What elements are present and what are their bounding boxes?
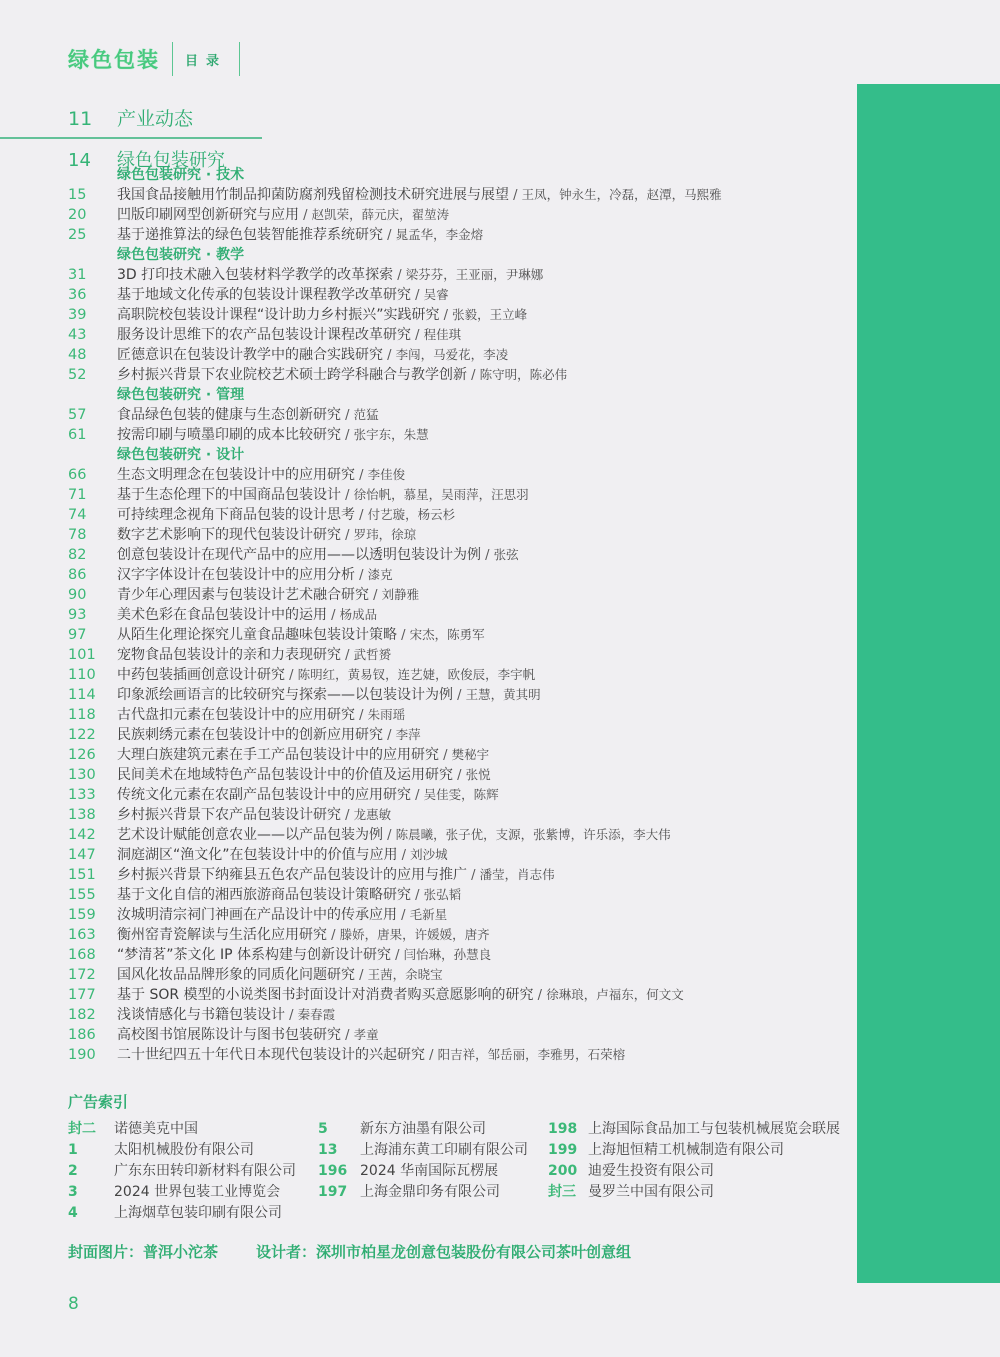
toc-entry: [68, 945, 858, 965]
toc-entry-authors: 滕娇，唐果，许媛媛，唐齐: [339, 927, 490, 942]
toc-entry-page: 126: [68, 747, 96, 763]
ad-entry-name: 上海浦东黄工印刷有限公司: [360, 1142, 528, 1158]
ad-index-entry: [68, 1161, 318, 1182]
toc-entry-title: 国风化妆品品牌形象的同质化问题研究 / 王茜，余晓宝: [117, 967, 443, 983]
toc-entry-authors: 陈晨曦，张子优，支源，张紫博，许乐添，李大伟: [395, 827, 671, 842]
toc-entry-separator: /: [383, 728, 396, 743]
page-number: 8: [68, 1294, 79, 1314]
toc-entry: [68, 225, 858, 245]
toc-entry-separator: /: [341, 408, 354, 423]
ad-entry-name: 上海旭恒精工机械制造有限公司: [588, 1142, 784, 1158]
toc-entry-page: 155: [68, 887, 96, 903]
ad-entry-name: 迪爱生投资有限公司: [588, 1163, 714, 1179]
toc-entry-authors: 徐怡帆，慕星，吴雨萍，汪思羽: [353, 487, 529, 502]
toc-entry: [68, 265, 858, 285]
toc-entry-separator: /: [341, 488, 354, 503]
toc-entry-page: 48: [68, 347, 87, 363]
toc-entry-title: 浅谈情感化与书籍包装设计 / 秦春霞: [117, 1007, 336, 1023]
toc-entry-authors: 陈明红，黄易钗，连艺婕，欧俊辰，李宇帆: [297, 667, 536, 682]
toc-entry-authors: 吴佳雯，陈辉: [423, 787, 499, 802]
ad-entry-name: 曼罗兰中国有限公司: [588, 1184, 714, 1200]
toc-entry-separator: /: [369, 588, 382, 603]
toc-entry: [68, 465, 858, 485]
toc-entry-separator: /: [425, 1048, 438, 1063]
toc-entry-title: 大理白族建筑元素在手工产品包装设计中的应用研究 / 樊秘宇: [117, 747, 490, 763]
toc-entry-separator: /: [397, 628, 410, 643]
toc-entry-authors: 程佳琪: [423, 327, 462, 342]
toc-entry: [68, 325, 858, 345]
ad-entry-name: 上海烟草包装印刷有限公司: [114, 1205, 282, 1221]
toc-entry-page: 78: [68, 527, 87, 543]
toc-entry: [68, 785, 858, 805]
toc-entry: [68, 1045, 858, 1065]
toc-entry-authors: 刘静雅: [381, 587, 420, 602]
toc-entry-authors: 陈守明，陈必伟: [479, 367, 568, 382]
toc-entry-page: 159: [68, 907, 96, 923]
toc-entry-title: 青少年心理因素与包装设计艺术融合研究 / 刘静雅: [117, 587, 420, 603]
toc-entry-separator: /: [411, 288, 424, 303]
toc-entry-title: 服务设计思维下的农产品包装设计课程改革研究 / 程佳琪: [117, 327, 462, 343]
magazine-logo: 绿色包装: [68, 48, 160, 72]
toc-entry: [68, 725, 858, 745]
toc-entry-title: 乡村振兴背景下纳雍县五色农产品包装设计的应用与推广 / 潘莹，肖志伟: [117, 867, 555, 883]
toc-entry-separator: /: [355, 708, 368, 723]
toc-entry-authors: 漆克: [367, 567, 393, 582]
toc-entry-separator: /: [481, 548, 494, 563]
ad-entry-page: 2: [68, 1163, 78, 1179]
chapter-divider-line: [0, 137, 262, 139]
toc-entry-separator: /: [285, 668, 298, 683]
ad-entry-page: 200: [548, 1163, 578, 1179]
ad-index-entry: [548, 1161, 848, 1182]
ad-entry-name: 上海国际食品加工与包装机械展览会联展: [588, 1121, 840, 1137]
toc-entry-title: 我国食品接触用竹制品抑菌防腐剂残留检测技术研究进展与展望 / 王凤，钟永生，冷磊，赵潭，马熙雅: [117, 187, 722, 203]
toc-entry-separator: /: [327, 608, 340, 623]
toc-entry-authors: 王凤，钟永生，冷磊，赵潭，马熙雅: [521, 187, 722, 202]
toc-entry-page: 142: [68, 827, 96, 843]
ad-entry-page: 199: [548, 1142, 578, 1158]
toc-entry-authors: 秦春霞: [297, 1007, 336, 1022]
toc-entry-separator: /: [327, 928, 340, 943]
toc-entry: [68, 905, 858, 925]
toc-entry-title: 传统文化元素在农副产品包装设计中的应用研究 / 吴佳雯，陈辉: [117, 787, 499, 803]
toc-entry-title: 可持续理念视角下商品包装的设计思考 / 付艺璇，杨云杉: [117, 507, 456, 523]
toc-entry-authors: 龙惠敏: [353, 807, 392, 822]
toc-entry-page: 110: [68, 667, 96, 683]
toc-entry-authors: 吴睿: [423, 287, 449, 302]
page-header: [68, 40, 252, 78]
toc-entry: [68, 885, 858, 905]
toc-entry-separator: /: [383, 828, 396, 843]
toc-entry-title: 高职院校包装设计课程“设计助力乡村振兴”实践研究 / 张毅，王立峰: [117, 307, 528, 323]
toc-entry-list: [68, 165, 858, 1065]
ad-index-entry: [318, 1119, 548, 1140]
toc-entry-authors: 阳吉祥，邹岳丽，李雅男，石荣榕: [437, 1047, 626, 1062]
ad-entry-page: 1: [68, 1142, 78, 1158]
toc-entry-separator: /: [341, 1028, 354, 1043]
toc-entry-authors: 孝童: [353, 1027, 379, 1042]
toc-entry-title: 基于生态伦理下的中国商品包装设计 / 徐怡帆，慕星，吴雨萍，汪思羽: [117, 487, 529, 503]
ad-entry-name: 新东方油墨有限公司: [360, 1121, 486, 1137]
cover-credit-line: [68, 1241, 631, 1262]
toc-entry-authors: 张毅，王立峰: [452, 307, 528, 322]
toc-entry-page: 57: [68, 407, 87, 423]
toc-entry-authors: 罗玮，徐琼: [353, 527, 417, 542]
chapter-title: 产业动态: [117, 108, 194, 130]
toc-entry-authors: 王茜，余晓宝: [367, 967, 443, 982]
toc-entry-separator: /: [411, 328, 424, 343]
toc-entry-authors: 张悦: [465, 767, 491, 782]
toc-entry-authors: 毛新星: [409, 907, 448, 922]
toc-entry-page: 52: [68, 367, 87, 383]
toc-entry-page: 190: [68, 1047, 96, 1063]
toc-entry-page: 74: [68, 507, 87, 523]
toc-entry: [68, 1005, 858, 1025]
toc-group-label: 绿色包装研究 · 设计: [117, 447, 245, 463]
toc-entry-page: 25: [68, 227, 87, 243]
toc-entry-title: 民族刺绣元素在包装设计中的创新应用研究 / 李萍: [117, 727, 421, 743]
toc-entry: [68, 425, 858, 445]
toc-entry-title: 食品绿色包装的健康与生态创新研究 / 范猛: [117, 407, 379, 423]
ad-index-entry: [548, 1119, 848, 1140]
toc-entry-page: 138: [68, 807, 96, 823]
toc-entry-authors: 樊秘宇: [451, 747, 490, 762]
toc-entry: [68, 765, 858, 785]
toc-entry-page: 101: [68, 647, 96, 663]
toc-entry-title: 民间美术在地域特色产品包装设计中的价值及运用研究 / 张悦: [117, 767, 491, 783]
toc-entry-title: 乡村振兴背景下农产品包装设计研究 / 龙惠敏: [117, 807, 392, 823]
toc-entry-title: 从陌生化理论探究儿童食品趣味包装设计策略 / 宋杰，陈勇军: [117, 627, 485, 643]
header-divider-left: [172, 42, 173, 76]
toc-entry-separator: /: [355, 468, 368, 483]
toc-entry-authors: 梁芬芬，王亚丽，尹琳娜: [405, 267, 544, 282]
toc-entry: [68, 525, 858, 545]
ad-index-columns: [68, 1119, 848, 1224]
toc-entry-title: 3D 打印技术融入包装材料学教学的改革探索 / 梁芬芬，王亚丽，尹琳娜: [117, 267, 544, 283]
toc-entry: [68, 665, 858, 685]
toc-entry-page: 118: [68, 707, 96, 723]
ad-entry-name: 上海金鼎印务有限公司: [360, 1184, 500, 1200]
toc-entry-page: 168: [68, 947, 96, 963]
toc-entry-page: 93: [68, 607, 87, 623]
toc-entry-title: 基于地域文化传承的包装设计课程教学改革研究 / 吴睿: [117, 287, 449, 303]
toc-entry-title: 美术色彩在食品包装设计中的运用 / 杨成品: [117, 607, 378, 623]
toc-entry: [68, 565, 858, 585]
toc-entry: [68, 985, 858, 1005]
cover-image-label: 封面图片：普洱小沱茶: [68, 1243, 219, 1261]
toc-entry-title: 匠德意识在包装设计教学中的融合实践研究 / 李闯，马爱花，李凌: [117, 347, 509, 363]
toc-entry-title: 基于文化自信的湘西旅游商品包装设计策略研究 / 张弘韬: [117, 887, 462, 903]
toc-entry-page: 31: [68, 267, 87, 283]
toc-entry-separator: /: [439, 748, 452, 763]
ad-entry-name: 2024 华南国际瓦楞展: [360, 1163, 499, 1179]
toc-entry-separator: /: [355, 508, 368, 523]
ad-index-entry: [318, 1182, 548, 1203]
toc-entry-separator: /: [341, 648, 354, 663]
toc-entry-authors: 潘莹，肖志伟: [479, 867, 555, 882]
ad-entry-page: 197: [318, 1184, 348, 1200]
toc-entry: [68, 585, 858, 605]
toc-entry-page: 186: [68, 1027, 96, 1043]
toc-entry-separator: /: [341, 428, 354, 443]
ad-index-entry: [68, 1140, 318, 1161]
toc-entry: [68, 545, 858, 565]
header-divider-right: [239, 42, 240, 76]
ad-index-entry: [548, 1140, 848, 1161]
toc-entry: [68, 745, 858, 765]
toc-entry: [68, 605, 858, 625]
toc-entry-authors: 李萍: [395, 727, 421, 742]
toc-entry-authors: 闫怡琳，孙慧良: [403, 947, 492, 962]
toc-entry-separator: /: [393, 268, 406, 283]
toc-entry-title: 中药包装插画创意设计研究 / 陈明红，黄易钗，连艺婕，欧俊辰，李宇帆: [117, 667, 536, 683]
toc-entry-page: 97: [68, 627, 87, 643]
toc-entry-authors: 赵凯荣，薛元庆，翟堃涛: [311, 207, 450, 222]
toc-entry-authors: 张宇东，朱慧: [353, 427, 429, 442]
ad-index-entry: [68, 1182, 318, 1203]
toc-entry-authors: 杨成品: [339, 607, 378, 622]
toc-entry: [68, 645, 858, 665]
ad-entry-page: 5: [318, 1121, 328, 1137]
toc-entry: [68, 865, 858, 885]
ad-index-entry: [548, 1182, 848, 1203]
toc-entry-separator: /: [509, 188, 522, 203]
toc-entry: [68, 965, 858, 985]
toc-entry: [68, 205, 858, 225]
toc-entry-page: 43: [68, 327, 87, 343]
toc-entry-authors: 徐琳琅，卢福东，何文文: [546, 987, 684, 1002]
toc-entry-title: 宠物食品包装设计的亲和力表现研究 / 武哲赟: [117, 647, 392, 663]
toc-entry-authors: 李佳俊: [367, 467, 406, 482]
toc-entry-title: 印象派绘画语言的比较研究与探索——以包装设计为例 / 王慧，黄其明: [117, 687, 541, 703]
toc-entry: [68, 185, 858, 205]
toc-entry-title: 创意包装设计在现代产品中的应用——以透明包装设计为例 / 张弦: [117, 547, 519, 563]
toc-entry-title: 乡村振兴背景下农业院校艺术硕士跨学科融合与教学创新 / 陈守明，陈必伟: [117, 367, 568, 383]
toc-entry-separator: /: [411, 888, 424, 903]
toc-entry-separator: /: [285, 1008, 298, 1023]
toc-entry-separator: /: [467, 868, 480, 883]
toc-entry-separator: /: [355, 568, 368, 583]
toc-entry: [68, 925, 858, 945]
toc-entry-authors: 朱雨瑶: [367, 707, 406, 722]
chapter-industry-news: [68, 104, 193, 131]
toc-group-label: 绿色包装研究 · 管理: [117, 387, 245, 403]
toc-entry-separator: /: [467, 368, 480, 383]
ad-index-entry: [68, 1203, 318, 1224]
ad-index-entry: [318, 1161, 548, 1182]
ad-entry-page: 封三: [548, 1184, 576, 1200]
toc-entry: [68, 625, 858, 645]
toc-entry-separator: /: [533, 988, 547, 1003]
toc-entry-page: 151: [68, 867, 96, 883]
toc-entry-separator: /: [383, 348, 396, 363]
toc-entry-title: 艺术设计赋能创意农业——以产品包装为例 / 陈晨曦，张子优，支源，张紫博，许乐添，李大伟: [117, 827, 671, 843]
ad-index-entry: [68, 1119, 318, 1140]
toc-entry-separator: /: [355, 968, 368, 983]
toc-entry-authors: 武哲赟: [353, 647, 392, 662]
ad-index-column: [318, 1119, 548, 1224]
green-sidebar-decoration: [857, 84, 1000, 1283]
toc-entry-authors: 李闯，马爱花，李凌: [395, 347, 509, 362]
toc-entry-separator: /: [397, 848, 411, 863]
toc-entry-page: 114: [68, 687, 96, 703]
toc-entry-page: 182: [68, 1007, 96, 1023]
toc-entry-authors: 宋杰，陈勇军: [409, 627, 485, 642]
ad-entry-name: 广东东田转印新材料有限公司: [114, 1163, 296, 1179]
toc-entry-title: 按需印刷与喷墨印刷的成本比较研究 / 张宇东，朱慧: [117, 427, 429, 443]
toc-entry-title: 衡州窑青瓷解读与生活化应用研究 / 滕娇，唐果，许媛媛，唐齐: [117, 927, 490, 943]
toc-entry-page: 90: [68, 587, 87, 603]
toc-entry-title: 基于递推算法的绿色包装智能推荐系统研究 / 晁孟华，李金熔: [117, 227, 484, 243]
ad-entry-page: 4: [68, 1205, 78, 1221]
ad-entry-name: 诺德美克中国: [114, 1121, 198, 1137]
toc-entry-authors: 张弘韬: [423, 887, 462, 902]
toc-entry-title: 汝城明清宗祠门神画在产品设计中的传承应用 / 毛新星: [117, 907, 448, 923]
ad-index-title: 广告索引: [68, 1093, 129, 1111]
chapter-page-number: 11: [68, 108, 93, 130]
toc-entry-title: 洞庭湖区“渔文化”在包装设计中的价值与应用 / 刘沙城: [117, 847, 448, 863]
ad-entry-page: 13: [318, 1142, 338, 1158]
toc-entry-authors: 张弦: [493, 547, 519, 562]
toc-entry-page: 15: [68, 187, 87, 203]
toc-entry-authors: 王慧，黄其明: [465, 687, 541, 702]
toc-entry-authors: 晁孟华，李金熔: [395, 227, 484, 242]
toc-entry: [68, 485, 858, 505]
toc-entry-separator: /: [397, 908, 410, 923]
ad-entry-page: 封二: [68, 1121, 96, 1137]
toc-entry-page: 147: [68, 847, 96, 863]
toc-entry-separator: /: [439, 308, 453, 323]
chapter-title: 绿色包装研究: [117, 150, 225, 171]
toc-entry-title: 古代盘扣元素在包装设计中的应用研究 / 朱雨瑶: [117, 707, 406, 723]
toc-entry-page: 130: [68, 767, 96, 783]
toc-entry-page: 163: [68, 927, 96, 943]
toc-entry: [68, 805, 858, 825]
toc-page-label: 目录: [185, 53, 228, 69]
toc-entry-title: 基于 SOR 模型的小说类图书封面设计对消费者购买意愿影响的研究 / 徐琳琅，卢福东，何文文: [117, 987, 684, 1003]
toc-entry-title: 生态文明理念在包装设计中的应用研究 / 李佳俊: [117, 467, 406, 483]
toc-entry: [68, 845, 858, 865]
ad-entry-name: 2024 世界包装工业博览会: [114, 1184, 281, 1200]
toc-entry-page: 71: [68, 487, 87, 503]
toc-entry-page: 39: [68, 307, 87, 323]
ad-entry-page: 196: [318, 1163, 348, 1179]
toc-entry-page: 20: [68, 207, 87, 223]
toc-entry-separator: /: [299, 208, 312, 223]
toc-entry-authors: 范猛: [353, 407, 379, 422]
toc-entry-page: 86: [68, 567, 87, 583]
toc-entry-separator: /: [411, 788, 424, 803]
toc-entry-title: 汉字字体设计在包装设计中的应用分析 / 漆克: [117, 567, 393, 583]
toc-entry: [68, 405, 858, 425]
toc-entry-title: “梦清茗”茶文化 IP 体系构建与创新设计研究 / 闫怡琳，孙慧良: [117, 947, 492, 963]
ad-entry-page: 198: [548, 1121, 578, 1137]
toc-entry-authors: 刘沙城: [410, 847, 448, 862]
toc-entry: [68, 305, 858, 325]
toc-entry-page: 66: [68, 467, 87, 483]
toc-entry-separator: /: [341, 528, 354, 543]
toc-entry-page: 172: [68, 967, 96, 983]
toc-entry-page: 133: [68, 787, 96, 803]
toc-entry: [68, 365, 858, 385]
toc-entry-title: 凹版印刷网型创新研究与应用 / 赵凯荣，薛元庆，翟堃涛: [117, 207, 450, 223]
toc-entry-authors: 付艺璇，杨云杉: [367, 507, 456, 522]
toc-entry-separator: /: [390, 948, 404, 963]
toc-entry-page: 36: [68, 287, 87, 303]
toc-entry-page: 82: [68, 547, 87, 563]
toc-entry: [68, 505, 858, 525]
toc-entry-title: 高校图书馆展陈设计与图书包装研究 / 孝童: [117, 1027, 379, 1043]
toc-entry: [68, 685, 858, 705]
toc-group-label: 绿色包装研究 · 技术: [117, 167, 245, 183]
toc-entry-page: 61: [68, 427, 87, 443]
ad-index-column: [548, 1119, 848, 1224]
ad-index-column: [68, 1119, 318, 1224]
toc-entry-separator: /: [383, 228, 396, 243]
toc-entry-title: 二十世纪四五十年代日本现代包装设计的兴起研究 / 阳吉祥，邹岳丽，李雅男，石荣榕: [117, 1047, 626, 1063]
toc-entry: [68, 285, 858, 305]
toc-entry: [68, 1025, 858, 1045]
ad-entry-name: 太阳机械股份有限公司: [114, 1142, 254, 1158]
toc-entry: [68, 705, 858, 725]
toc-entry-page: 177: [68, 987, 96, 1003]
chapter-page-number: 14: [68, 150, 91, 171]
toc-entry: [68, 825, 858, 845]
cover-designer-label: 设计者：深圳市柏星龙创意包装股份有限公司茶叶创意组: [256, 1243, 632, 1261]
toc-entry: [68, 345, 858, 365]
ad-entry-page: 3: [68, 1184, 78, 1200]
toc-entry-page: 122: [68, 727, 96, 743]
toc-group-label: 绿色包装研究 · 教学: [117, 247, 245, 263]
toc-entry-separator: /: [341, 808, 354, 823]
toc-entry-title: 数字艺术影响下的现代包装设计研究 / 罗玮，徐琼: [117, 527, 417, 543]
ad-index-entry: [318, 1140, 548, 1161]
toc-entry-separator: /: [453, 768, 466, 783]
toc-entry-separator: /: [453, 688, 466, 703]
